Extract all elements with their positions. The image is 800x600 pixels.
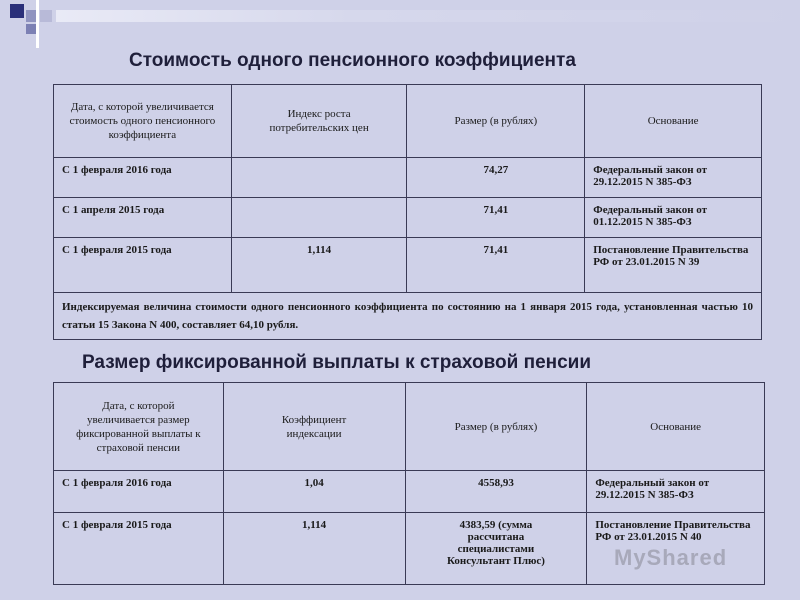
table-row	[54, 471, 765, 513]
cell-size: 74,27	[407, 158, 585, 198]
cell-basis: Постановление Правительства РФ от 23.01.2015 N 40	[587, 513, 765, 585]
section2-title: Размер фиксированной выплаты к страховой пенсии	[82, 352, 592, 373]
cell-size: 4558,93	[405, 471, 587, 513]
cell-coef: 1,114	[223, 513, 405, 585]
cell-date: С 1 апреля 2015 года	[54, 198, 232, 238]
header-basis: Основание	[587, 383, 765, 471]
slide-decoration	[0, 0, 800, 26]
cell-date: С 1 февраля 2015 года	[54, 513, 224, 585]
table-header-row	[54, 383, 765, 471]
header-size: Размер (в рублях)	[407, 85, 585, 158]
header-date: Дата, с которой увеличивается стоимость одного пенсионного коэффициента	[54, 85, 232, 158]
cell-date: С 1 февраля 2015 года	[54, 238, 232, 293]
cell-basis: Постановление Правительства РФ от 23.01.2015 N 39	[585, 238, 762, 293]
watermark: MyShared	[614, 545, 728, 570]
section1-title: Стоимость одного пенсионного коэффициента	[129, 50, 576, 71]
decor-square	[26, 24, 36, 34]
table-row	[54, 238, 762, 293]
decor-square	[10, 4, 24, 18]
cell-coef: 1,04	[223, 471, 405, 513]
table-header-row	[54, 85, 762, 158]
table-row	[54, 198, 762, 238]
cell-basis: Федеральный закон от 29.12.2015 N 385-ФЗ	[585, 158, 762, 198]
cell-basis: Федеральный закон от 29.12.2015 N 385-ФЗ	[587, 471, 765, 513]
header-date: Дата, с которой увеличивается размер фиксированной выплаты к страховой пенсии	[54, 383, 224, 471]
decor-line	[36, 0, 39, 48]
header-index: Индекс роста потребительских цен	[231, 85, 407, 158]
cell-index	[231, 158, 407, 198]
cell-index	[231, 198, 407, 238]
decor-bar	[56, 10, 800, 22]
table-note-row	[54, 293, 762, 340]
cell-size: 4383,59 (сумма рассчитана специалистами Консультант Плюс)	[405, 513, 587, 585]
cell-basis: Федеральный закон от 01.12.2015 N 385-ФЗ	[585, 198, 762, 238]
cell-date: С 1 февраля 2016 года	[54, 471, 224, 513]
cell-size: 71,41	[407, 238, 585, 293]
decor-square	[40, 10, 52, 22]
header-size: Размер (в рублях)	[405, 383, 587, 471]
note-text: Индексируемая величина стоимости одного пенсионного коэффициента по состоянию на 1 января 2015 года, установленная частью 10 статьи 15 Закона N 400, составляет 64,10 рубля.	[54, 293, 762, 340]
cell-index: 1,114	[231, 238, 407, 293]
table-row	[54, 158, 762, 198]
header-basis: Основание	[585, 85, 762, 158]
cell-size: 71,41	[407, 198, 585, 238]
header-coef: Коэффициент индексации	[223, 383, 405, 471]
pension-coefficient-table	[53, 84, 762, 340]
cell-date: С 1 февраля 2016 года	[54, 158, 232, 198]
